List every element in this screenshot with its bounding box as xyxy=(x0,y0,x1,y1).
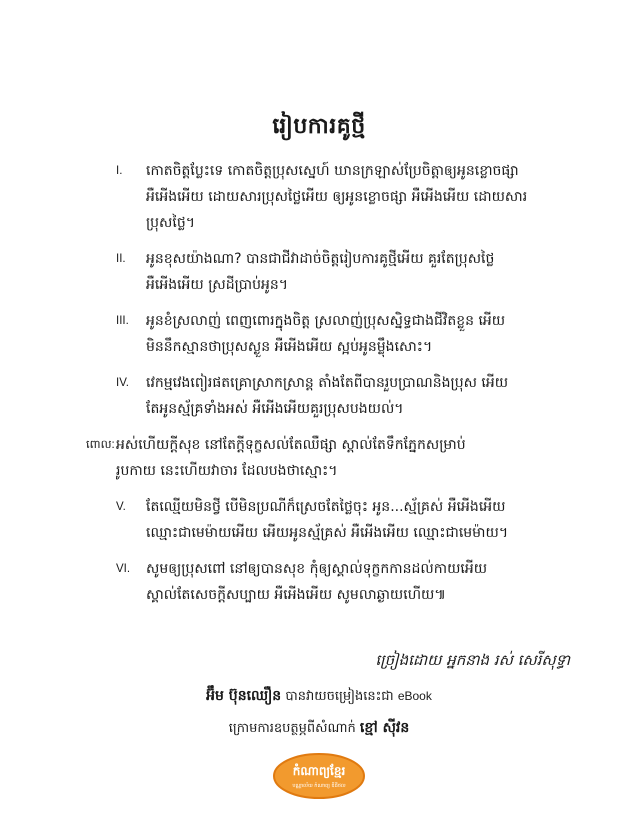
song-title: រៀបការគូថ្មី xyxy=(272,114,366,139)
typist-text: បានវាយចម្រៀងនេះជា xyxy=(285,689,394,704)
lyric-line: អស់ហើយក្តីសុខ នៅតែក្តីទុក្ខសល់តែឈឺផ្សា ស្តាល់តែទឹកភ្នែកសម្រាប់ xyxy=(116,437,466,453)
stanza-label: III. xyxy=(116,315,129,327)
stanza-label: II. xyxy=(116,253,126,265)
stanza-1 xyxy=(116,158,571,236)
stanza-label: VI. xyxy=(116,563,131,575)
sponsor-text: ក្រោមការឧបត្ថម្ភពីសំណាក់ xyxy=(228,721,356,736)
lyric-line: ស្គាល់តែសេចក្តីសប្បាយ អឺអើងអើយ សូមលាឆ្ងាយហើយ៕ xyxy=(146,587,446,603)
lyric-line: រូបកាយ នេះហើយវាចារ ដែលបងថាស្មោះ។ xyxy=(116,463,338,479)
stanza-3 xyxy=(116,308,571,360)
stanza-label: V. xyxy=(116,501,126,513)
lyric-line: ប្រុសថ្លៃ។ xyxy=(146,215,195,231)
lyric-line: ឈ្មោះជាមេម៉ាយអើយ អើយអូនស្ម័គ្រស់ អឺអើងអើយ ឈ្មោះជាមេម៉ាយ។ xyxy=(146,525,509,541)
publisher-logo xyxy=(272,752,366,800)
logo-sub-text: បណ្ណាល័យ កំណាព្យ ឌីជីថល xyxy=(292,783,346,789)
stanza-6 xyxy=(116,556,571,608)
stanza-label: IV. xyxy=(116,377,130,389)
lyric-line: អឺអើងអើយ ស្រដីប្រាប់អូន។ xyxy=(146,277,288,293)
lyric-line: តែអូនស្ម័គ្រទាំងអស់ អឺអើងអើយគួរប្រុសបងយល់។ xyxy=(146,401,404,417)
lyrics-body xyxy=(86,158,571,618)
ebook-label: eBook xyxy=(397,689,432,703)
lyric-line: អូនខំស្រលាញ់ ពេញពោរក្នុងចិត្ត ស្រលាញ់ប្រុសស្និទ្ធជាងជីវិតខ្លួន អើយ xyxy=(146,313,506,329)
lyric-line: សូមឲ្យប្រុសពៅ នៅឲ្យបានសុខ កុំឲ្យស្គាល់ទុក្ខកកានដល់កាយអើយ xyxy=(146,561,488,577)
stanza-2 xyxy=(116,246,571,298)
stanza-5 xyxy=(116,494,571,546)
typist-credit xyxy=(0,686,638,707)
lyric-line: មិននឹកស្មានថាប្រុសស្ងួន អឺអើងអើយ ស្អប់អូនម្ល៉ឹងសោះ។ xyxy=(146,339,433,355)
lyric-line: អឺអើងអើយ ដោយសារប្រុសថ្លៃអើយ ឲ្យអូនខ្លោចផ្សា អឺអើងអើយ ដោយសារ xyxy=(146,189,528,205)
chorus-label: ពោល: xyxy=(86,439,115,451)
logo-main-text: កំណាព្យខ្មែរ xyxy=(292,764,346,778)
sponsor-name: ខ្មៅ ស៊ីវន xyxy=(359,720,410,736)
singer-credit: ច្រៀងដោយ អ្នកនាង រស់ សេរីសុទ្ធា xyxy=(375,651,570,669)
chorus xyxy=(86,432,571,484)
stanza-4 xyxy=(116,370,571,422)
stanza-label: I. xyxy=(116,165,123,177)
lyric-line: កោតចិត្តប្លែះទេ កោតចិត្តប្រុសស្នេហ៍ ឃានក្រឡាស់ប្រែចិត្តាឲ្យអូនខ្លោចផ្សា xyxy=(146,163,519,179)
typist-name: អ៊ឹម ប៊ុនឈឿន xyxy=(206,688,282,704)
lyric-line: វេកម្មវេងពៀរផតគ្រោស្រាកស្រាន្ត តាំងតែពីបានរួបប្រាណនិងប្រុស អើយ xyxy=(146,375,509,391)
lyric-line: តែឈ្មើយមិនថ្វី បើមិនប្រណីក៏ស្រេចតែថ្លៃចុះ អូន...ស្ម័គ្រស់ អឺអើងអើយ xyxy=(146,499,506,515)
sponsor-credit xyxy=(0,718,638,739)
lyric-line: អូនខុសយ៉ាងណា? បានជាជីវាដាច់ចិត្តរៀបការគូថ្មីអើយ គួរតែប្រុសថ្លៃ xyxy=(146,251,495,267)
